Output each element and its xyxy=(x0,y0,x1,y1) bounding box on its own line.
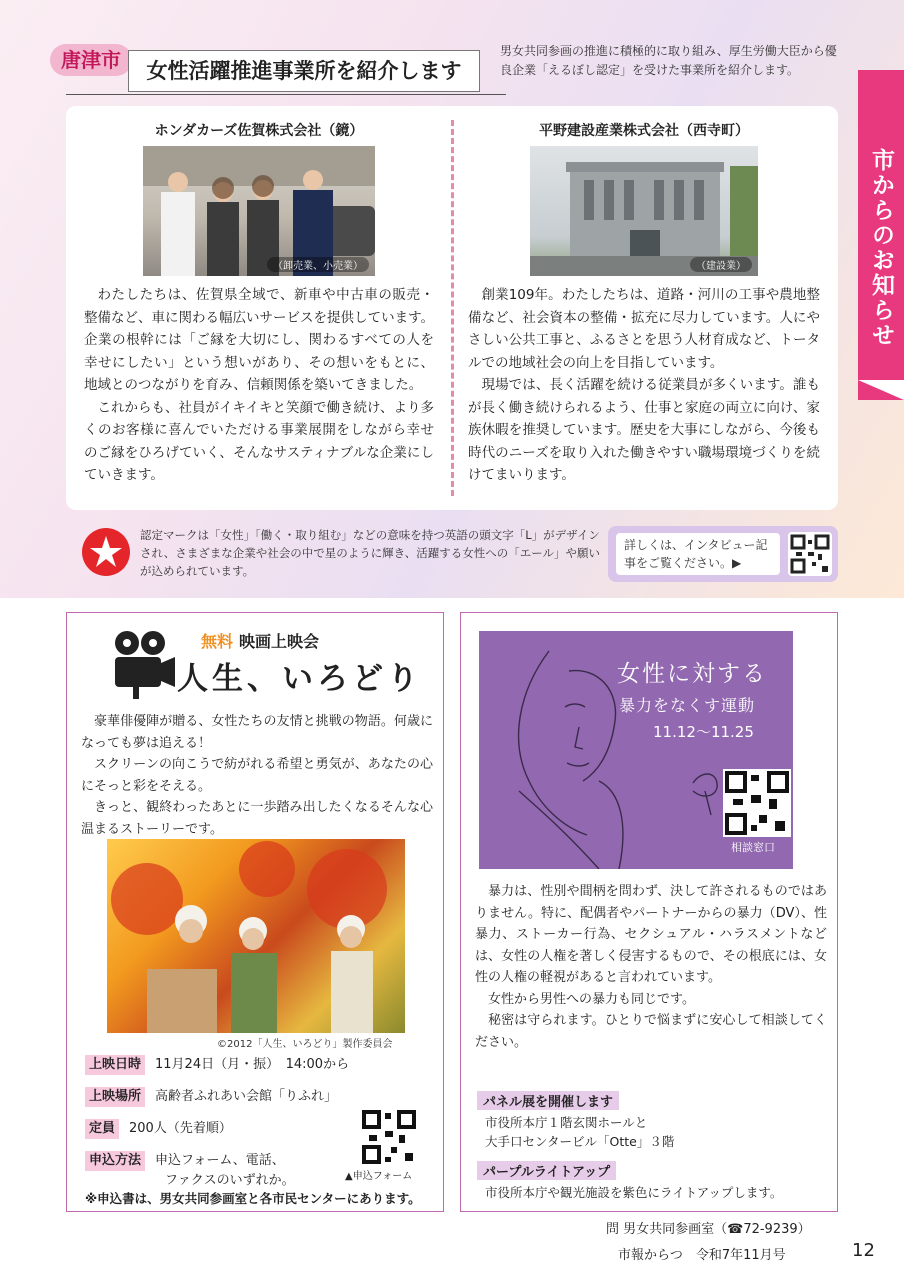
column-divider xyxy=(451,120,454,496)
info-capacity xyxy=(85,1119,232,1139)
info-key: 上映日時 xyxy=(85,1055,145,1075)
movie-still-photo xyxy=(107,839,405,1033)
info-value: 高齢者ふれあい会館「りふれ」 xyxy=(155,1089,338,1104)
violence-paragraph: 秘密は守られます。ひとりで悩まずに安心して相談してください。 xyxy=(475,1013,827,1050)
poster-qr-label: 相談窓口 xyxy=(731,841,775,854)
movie-paragraph: 豪華俳優陣が贈る、女性たちの友情と挑戦の物語。何歳になっても夢は追える！ xyxy=(81,714,433,751)
application-note: ※申込書は、男女共同参画室と各市民センターにあります。 xyxy=(85,1191,421,1206)
interview-link-label: 詳しくは、インタビュー記事をご覧ください。▶ xyxy=(616,533,780,575)
company-description xyxy=(84,284,434,487)
violence-description xyxy=(475,881,827,1053)
panel-exhibition-location: 大手口センタービル「Otte」３階 xyxy=(485,1134,675,1149)
photo-caption: （建設業） xyxy=(690,257,752,272)
company-hirano xyxy=(468,120,820,487)
company-paragraph: 現場では、長く活躍を続ける従業員が多くいます。誰もが長く働き続けられるよう、仕事と家庭の両立に向け、家族休暇を推奨しています。歴史を大事にしながら、今後も時代のニーズを取り入れた働きやすい職場環境づくりを続けてまいります。 xyxy=(468,377,820,483)
publication-name: 市報からつ 令和7年11月号 xyxy=(618,1248,786,1263)
purple-lightup-heading: パープルライトアップ xyxy=(477,1161,616,1180)
section-tab-notch xyxy=(858,380,904,400)
company-description xyxy=(468,284,820,487)
application-qr-code-icon[interactable] xyxy=(361,1109,417,1165)
poster-title: 女性に対する xyxy=(617,661,767,687)
contact-info: 問 男女共同参画室（☎72-9239） xyxy=(606,1222,811,1237)
star-icon xyxy=(82,528,130,576)
movie-screening-box xyxy=(66,612,444,1212)
info-value-cont: ファクスのいずれか。 xyxy=(165,1173,295,1188)
photo-credit: ©2012「人生、いろどり」製作委員会 xyxy=(217,1039,393,1050)
intro-text: 男女共同参画の推進に積極的に取り組み、厚生労働大臣から優良企業「えるぼし認定」を受けた事業所を紹介します。 xyxy=(500,44,837,77)
info-application xyxy=(85,1151,295,1191)
panel-exhibition-location: 市役所本庁１階玄関ホールと xyxy=(485,1115,648,1130)
company-photo xyxy=(143,146,375,276)
info-value: 申込フォーム、電話、 xyxy=(155,1153,285,1168)
company-paragraph: 創業109年。わたしたちは、道路・河川の工事や農地整備など、社会資本の整備・拡充に尽力しています。人にやさしい公共工事と、ふるさとを思う人材育成など、トータルでの地域社会の向上を目指しています。 xyxy=(468,287,820,371)
title-underline xyxy=(66,94,506,95)
company-name: 平野建設産業株式会社（西寺町） xyxy=(539,123,749,139)
eruboshi-description: 認定マークは「女性」「働く・取り組む」などの意味を持つ英語の頭文字「L」がデザインされ、さまざまな企業や社会の中で星のように輝き、活躍する女性への「エール」や願いが込められています。 xyxy=(140,528,600,578)
movie-description xyxy=(81,711,433,840)
companies-card xyxy=(66,106,838,510)
info-key: 申込方法 xyxy=(85,1151,145,1171)
info-value: 11月24日（月・振） 14:00から xyxy=(155,1057,350,1072)
movie-title: 人生、いろどり xyxy=(177,661,422,697)
info-key: 上映場所 xyxy=(85,1087,145,1107)
qr-code-icon[interactable] xyxy=(788,532,832,576)
violence-paragraph: 暴力は、性別や間柄を問わず、決して許されるものではありません。特に、配偶者やパートナーからの暴力（DV）、性暴力、ストーカー行為、セクシュアル・ハラスメントなどは、女性の人権を著しく侵害するもので、その根底には、女性の人権の軽視があると言われています。 xyxy=(475,884,827,985)
film-camera-icon xyxy=(109,629,177,705)
qr-label: ▲申込フォーム xyxy=(345,1171,413,1182)
movie-paragraph: スクリーンの向こうで紡がれる希望と勇気が、あなたの心にそっと彩をそえる。 xyxy=(81,757,433,794)
purple-lightup-detail: 市役所本庁や観光施設を紫色にライトアップします。 xyxy=(485,1185,783,1200)
movie-label xyxy=(201,629,319,652)
violence-paragraph: 女性から男性への暴力も同じです。 xyxy=(488,991,695,1007)
city-tag: 唐津市 xyxy=(50,44,132,76)
panel-exhibition-heading: パネル展を開催します xyxy=(477,1091,619,1110)
page-number: 12 xyxy=(852,1240,875,1261)
photo-caption: （卸売業、小売業） xyxy=(267,257,369,272)
interview-link[interactable] xyxy=(608,526,838,582)
page-title: 女性活躍推進事業所を紹介します xyxy=(128,50,480,92)
movie-paragraph: きっと、観終わったあとに一歩踏み出したくなるそんな心温まるストーリーです。 xyxy=(81,800,433,837)
poster-subtitle: 暴力をなくす運動 xyxy=(619,696,756,715)
campaign-poster xyxy=(479,631,793,869)
eruboshi-mark-logo xyxy=(82,528,130,576)
company-paragraph: わたしたちは、佐賀県全域で、新車や中古車の販売・整備など、車に関わる幅広いサービスを提供しています。企業の根幹には「ご縁を大切にし、関わるすべての人を幸せにしたい」という想いがあり、その想いをもとに、地域とのつながりを育み、信頼関係を築いてきました。 xyxy=(84,287,434,393)
info-key: 定員 xyxy=(85,1119,119,1139)
company-photo xyxy=(530,146,758,276)
consultation-qr-code-icon[interactable] xyxy=(723,769,791,837)
info-datetime xyxy=(85,1055,349,1075)
violence-campaign-box xyxy=(460,612,838,1212)
company-paragraph: これからも、社員がイキイキと笑顔で働き続け、より多くのお客様に喜んでいただける事業展開をしながら幸せのご縁をひろげていく、そんなサスティナブルな企業にしていきます。 xyxy=(84,399,434,483)
company-name: ホンダカーズ佐賀株式会社（鏡） xyxy=(154,123,364,139)
screening-label: 映画上映会 xyxy=(239,632,320,651)
company-honda xyxy=(84,120,434,487)
section-tab: 市からのお知らせ xyxy=(858,70,904,400)
poster-dates: 11.12～11.25 xyxy=(653,723,754,741)
free-badge: 無料 xyxy=(201,632,234,651)
info-value: 200人（先着順） xyxy=(129,1121,232,1136)
info-venue xyxy=(85,1087,337,1107)
